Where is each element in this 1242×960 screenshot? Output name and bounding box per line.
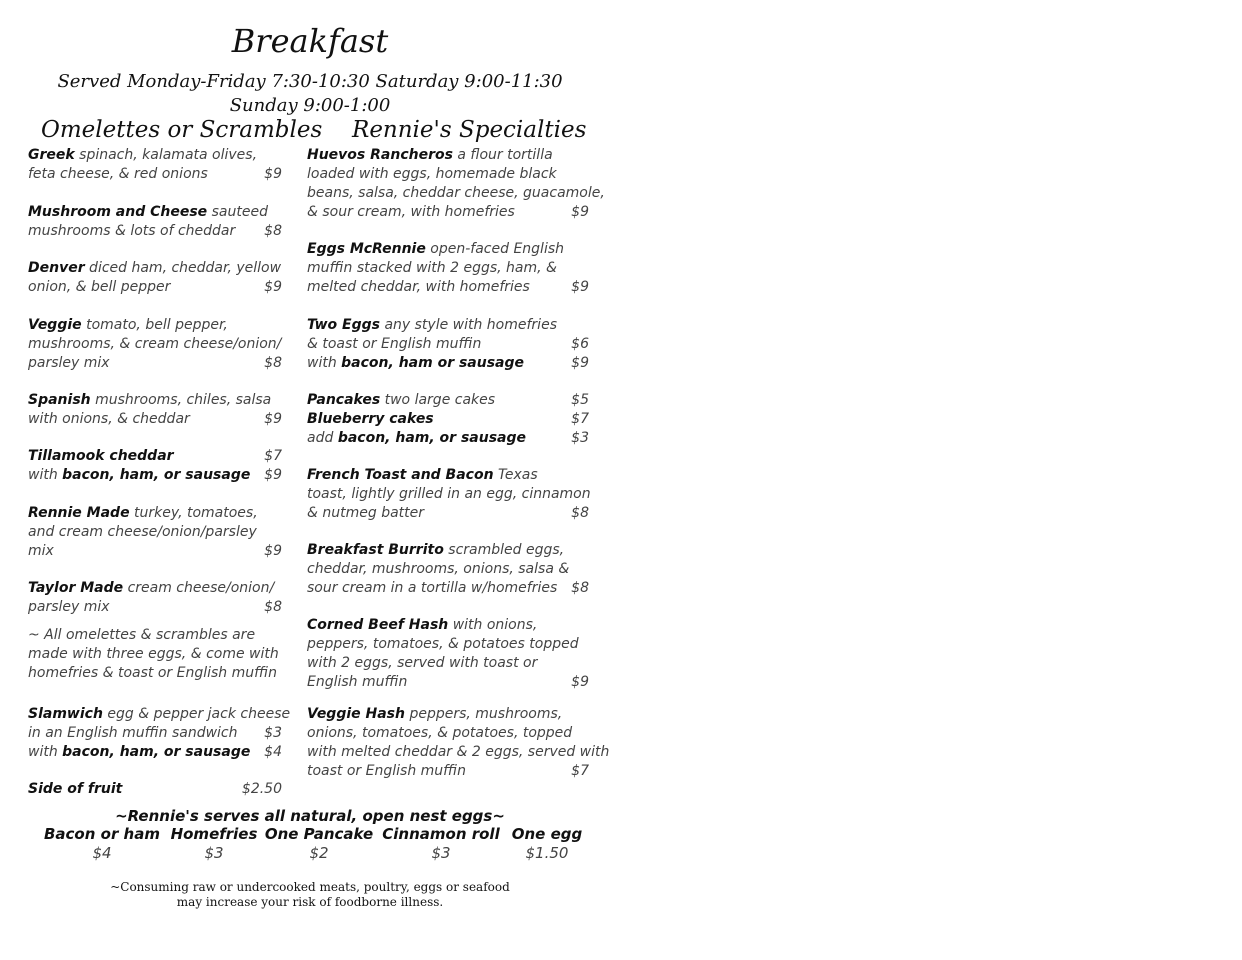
menu-item-line	[28, 579, 282, 598]
menu-item-line	[307, 391, 589, 410]
extras-title: ~Rennie's serves all natural, open nest eggs~	[115, 807, 505, 825]
menu-item-line	[307, 429, 589, 448]
menu-item-name: Greek	[28, 147, 75, 163]
health-warning-line-1: ~Consuming raw or undercooked meats, poultry, eggs or seafood	[110, 880, 510, 894]
menu-item-description: & sour cream, with homefries	[307, 204, 515, 220]
menu-item-name: French Toast and Bacon	[307, 467, 494, 483]
menu-item-line	[28, 391, 282, 410]
menu-item-description: with onions,	[448, 617, 538, 633]
menu-item-line	[28, 259, 282, 278]
menu-item-price: $9	[264, 467, 282, 483]
menu-item-price: $2.50	[241, 781, 282, 797]
menu-item-name: Mushroom and Cheese	[28, 204, 208, 220]
menu-item-line	[307, 579, 589, 598]
menu-item-description: diced ham, cheddar, yellow	[84, 260, 282, 276]
menu-item-price: $5	[571, 392, 589, 408]
menu-item-description: peppers, tomatoes, & potatoes topped	[307, 636, 579, 652]
menu-item-addon: bacon, ham, or sausage	[62, 744, 251, 760]
menu-item-description: two large cakes	[380, 392, 496, 408]
menu-item-description: sour cream in a tortilla w/homefries	[307, 580, 558, 596]
menu-item-description: parsley mix	[28, 599, 110, 615]
menu-item-description: with	[28, 467, 63, 483]
menu-item-price: $8	[264, 223, 282, 239]
menu-item-line	[307, 203, 589, 222]
menu-item-price: $8	[264, 355, 282, 371]
menu-item-price: $7	[571, 763, 589, 779]
menu-item-price: $9	[264, 411, 282, 427]
menu-item	[28, 447, 282, 485]
extra-item-name: One Pancake	[264, 825, 374, 843]
menu-item-description: mushrooms, & cream cheese/onion/	[28, 336, 282, 352]
menu-item-line	[28, 645, 282, 664]
menu-item	[307, 146, 605, 222]
hours-line-2: Sunday 9:00-1:00	[229, 95, 391, 116]
menu-item-description: any style with homefries	[380, 317, 557, 333]
menu-item-description: & toast or English muffin	[307, 336, 482, 352]
menu-item-description: in an English muffin sandwich	[28, 725, 238, 741]
menu-item-line	[307, 335, 589, 354]
menu-item-description: parsley mix	[28, 355, 110, 371]
menu-item-price: $9	[264, 543, 282, 559]
menu-item-line	[28, 542, 282, 561]
menu-item-name: Eggs McRennie	[307, 241, 426, 257]
menu-item	[307, 466, 589, 523]
menu-item-price: $4	[264, 744, 282, 760]
menu-item-line	[28, 278, 282, 297]
menu-item-line	[307, 354, 589, 373]
menu-item-line	[28, 316, 282, 335]
extra-item	[42, 825, 162, 862]
menu-item-description: & nutmeg batter	[307, 505, 425, 521]
menu-item-name: Denver	[28, 260, 85, 276]
menu-item-line	[307, 743, 610, 762]
menu-item-line	[307, 724, 589, 743]
menu-item-description: with	[307, 355, 342, 371]
menu-item-description: turkey, tomatoes,	[129, 505, 258, 521]
menu-item-description: beans, salsa, cheddar cheese, guacamole,	[307, 185, 605, 201]
menu-item-line	[307, 541, 589, 560]
menu-item-name: Corned Beef Hash	[307, 617, 449, 633]
menu-item-description: sauteed	[207, 204, 268, 220]
menu-item-line	[28, 743, 282, 762]
extra-item	[381, 825, 501, 862]
menu-item-line	[307, 259, 589, 278]
extra-item	[259, 825, 379, 862]
menu-item-description: mushrooms, chiles, salsa	[90, 392, 272, 408]
menu-item-name: Veggie	[28, 317, 82, 333]
menu-item-line	[307, 165, 589, 184]
menu-item-name: Taylor Made	[28, 580, 124, 596]
menu-item-description: onion, & bell pepper	[28, 279, 171, 295]
menu-item-line	[307, 673, 589, 692]
extra-item-price: $4	[92, 844, 112, 862]
menu-item-line	[28, 598, 282, 617]
right-section-heading: Rennie's Specialties	[352, 117, 587, 143]
extra-item	[154, 825, 274, 862]
menu-item-description: a flour tortilla	[452, 147, 553, 163]
menu-item	[28, 780, 282, 799]
menu-item-description: toast or English muffin	[307, 763, 467, 779]
left-section-heading: Omelettes or Scrambles	[41, 117, 323, 143]
menu-item-description: onions, tomatoes, & potatoes, topped	[307, 725, 573, 741]
menu-item-line	[307, 316, 589, 335]
menu-item-name: Tillamook cheddar	[28, 448, 174, 464]
menu-item-line	[307, 560, 589, 579]
menu-item-price: $9	[571, 674, 589, 690]
menu-item-description: ~ All omelettes & scrambles are	[28, 627, 256, 643]
menu-item-line	[307, 240, 589, 259]
menu-item	[307, 616, 589, 692]
menu-item-line	[307, 146, 589, 165]
menu-item-line	[28, 664, 282, 683]
menu-item-price: $3	[264, 725, 282, 741]
menu-item-line	[28, 626, 282, 645]
menu-item-description: with onions, & cheddar	[28, 411, 190, 427]
menu-item-line	[307, 635, 589, 654]
menu-item-name: Spanish	[28, 392, 91, 408]
menu-item-description: melted cheddar, with homefries	[307, 279, 530, 295]
menu-item-line	[28, 203, 282, 222]
menu-item	[307, 705, 610, 781]
menu-item-line	[307, 762, 589, 781]
menu-item-price: $8	[571, 505, 589, 521]
extra-item-name: Cinnamon roll	[382, 825, 500, 843]
menu-item-description: English muffin	[307, 674, 408, 690]
menu-item-addon: bacon, ham, or sausage	[62, 467, 251, 483]
extra-item	[487, 825, 607, 862]
menu-item-line	[28, 410, 282, 429]
menu-item-line	[28, 335, 282, 354]
menu-item-name: Slamwich	[28, 706, 103, 722]
menu-title: Breakfast	[231, 22, 389, 60]
menu-item	[28, 391, 282, 429]
menu-item-price: $9	[571, 279, 589, 295]
menu-item-name: Side of fruit	[28, 781, 123, 797]
extra-item-price: $2	[309, 844, 329, 862]
menu-item-name: Huevos Rancheros	[307, 147, 453, 163]
menu-item-line	[28, 146, 282, 165]
menu-item	[28, 705, 291, 762]
menu-item-description: mix	[28, 543, 54, 559]
menu-item-line	[307, 278, 589, 297]
menu-item-line	[307, 705, 589, 724]
menu-item-description: with melted cheddar & 2 eggs, served with	[307, 744, 610, 760]
menu-item-price: $6	[571, 336, 589, 352]
extra-item-name: Bacon or ham	[43, 825, 160, 843]
menu-item-price: $3	[571, 430, 589, 446]
menu-item-description: feta cheese, & red onions	[28, 166, 208, 182]
extra-item-name: One egg	[511, 825, 583, 843]
menu-item-description: scrambled eggs,	[443, 542, 565, 558]
menu-item-description: muffin stacked with 2 eggs, ham, &	[307, 260, 557, 276]
menu-item-name: Two Eggs	[307, 317, 380, 333]
menu-item-line	[307, 410, 589, 429]
menu-item-name: Pancakes	[307, 392, 381, 408]
menu-item-line	[28, 523, 282, 542]
menu-item-price: $9	[264, 279, 282, 295]
menu-item-description: mushrooms & lots of cheddar	[28, 223, 236, 239]
menu-item-price: $9	[571, 204, 589, 220]
menu-item	[307, 391, 589, 448]
menu-item	[28, 579, 282, 617]
menu-item-description: cream cheese/onion/	[123, 580, 275, 596]
menu-item-price: $7	[571, 411, 589, 427]
menu-item-price: $8	[264, 599, 282, 615]
menu-item-line	[307, 504, 589, 523]
menu-item-line	[28, 724, 282, 743]
extra-item-price: $3	[204, 844, 224, 862]
menu-item	[28, 146, 282, 184]
menu-item-description: with 2 eggs, served with toast or	[307, 655, 538, 671]
menu-item-line	[307, 466, 589, 485]
menu-item-description: homefries & toast or English muffin	[28, 665, 278, 681]
menu-item-description: cheddar, mushrooms, onions, salsa &	[307, 561, 570, 577]
menu-item-line	[307, 184, 605, 203]
menu-item-line	[307, 654, 589, 673]
hours-line-1: Served Monday-Friday 7:30-10:30 Saturday 9:00-11:30	[57, 71, 563, 92]
menu-item	[307, 240, 589, 297]
menu-item-price: $9	[264, 166, 282, 182]
menu-item-line	[28, 165, 282, 184]
menu-item-line	[307, 485, 589, 504]
menu-item-line	[28, 354, 282, 373]
extra-item-name: Homefries	[170, 825, 258, 843]
menu-item-name: Veggie Hash	[307, 706, 405, 722]
menu-item	[28, 316, 282, 373]
extra-item-price: $1.50	[525, 844, 569, 862]
health-warning-line-2: may increase your risk of foodborne illness.	[176, 895, 444, 909]
menu-item-description: open-faced English	[425, 241, 565, 257]
menu-item-name: Breakfast Burrito	[307, 542, 444, 558]
menu-item-line	[28, 780, 282, 799]
menu-item-description: egg & pepper jack cheese	[102, 706, 291, 722]
menu-item-description: made with three eggs, & come with	[28, 646, 279, 662]
menu-item-name: Blueberry cakes	[307, 411, 434, 427]
menu-item-line	[307, 616, 589, 635]
menu-item	[28, 504, 282, 561]
menu-item-price: $9	[571, 355, 589, 371]
menu-item-description: toast, lightly grilled in an egg, cinnamon	[307, 486, 591, 502]
menu-item-line	[28, 222, 282, 241]
menu-item-price: $7	[264, 448, 282, 464]
menu-item-description: loaded with eggs, homemade black	[307, 166, 557, 182]
menu-item	[28, 626, 282, 683]
menu-item-line	[28, 466, 282, 485]
menu-item-description: and cream cheese/onion/parsley	[28, 524, 257, 540]
menu-item-line	[28, 705, 291, 724]
menu-item-addon: bacon, ham or sausage	[341, 355, 525, 371]
menu-item-description: Texas	[493, 467, 538, 483]
menu-item-description: add	[307, 430, 338, 446]
menu-item-price: $8	[571, 580, 589, 596]
extra-item-price: $3	[431, 844, 451, 862]
menu-item-description: with	[28, 744, 63, 760]
menu-item-description: spinach, kalamata olives,	[74, 147, 258, 163]
menu-item-addon: bacon, ham, or sausage	[337, 430, 526, 446]
menu-item-name: Rennie Made	[28, 505, 130, 521]
menu-item	[28, 259, 282, 297]
menu-item	[307, 316, 589, 373]
menu-item	[28, 203, 282, 241]
menu-item-description: tomato, bell pepper,	[81, 317, 228, 333]
menu-item-line	[28, 504, 282, 523]
menu-item	[307, 541, 589, 598]
menu-item-line	[28, 447, 282, 466]
menu-item-description: peppers, mushrooms,	[405, 706, 563, 722]
